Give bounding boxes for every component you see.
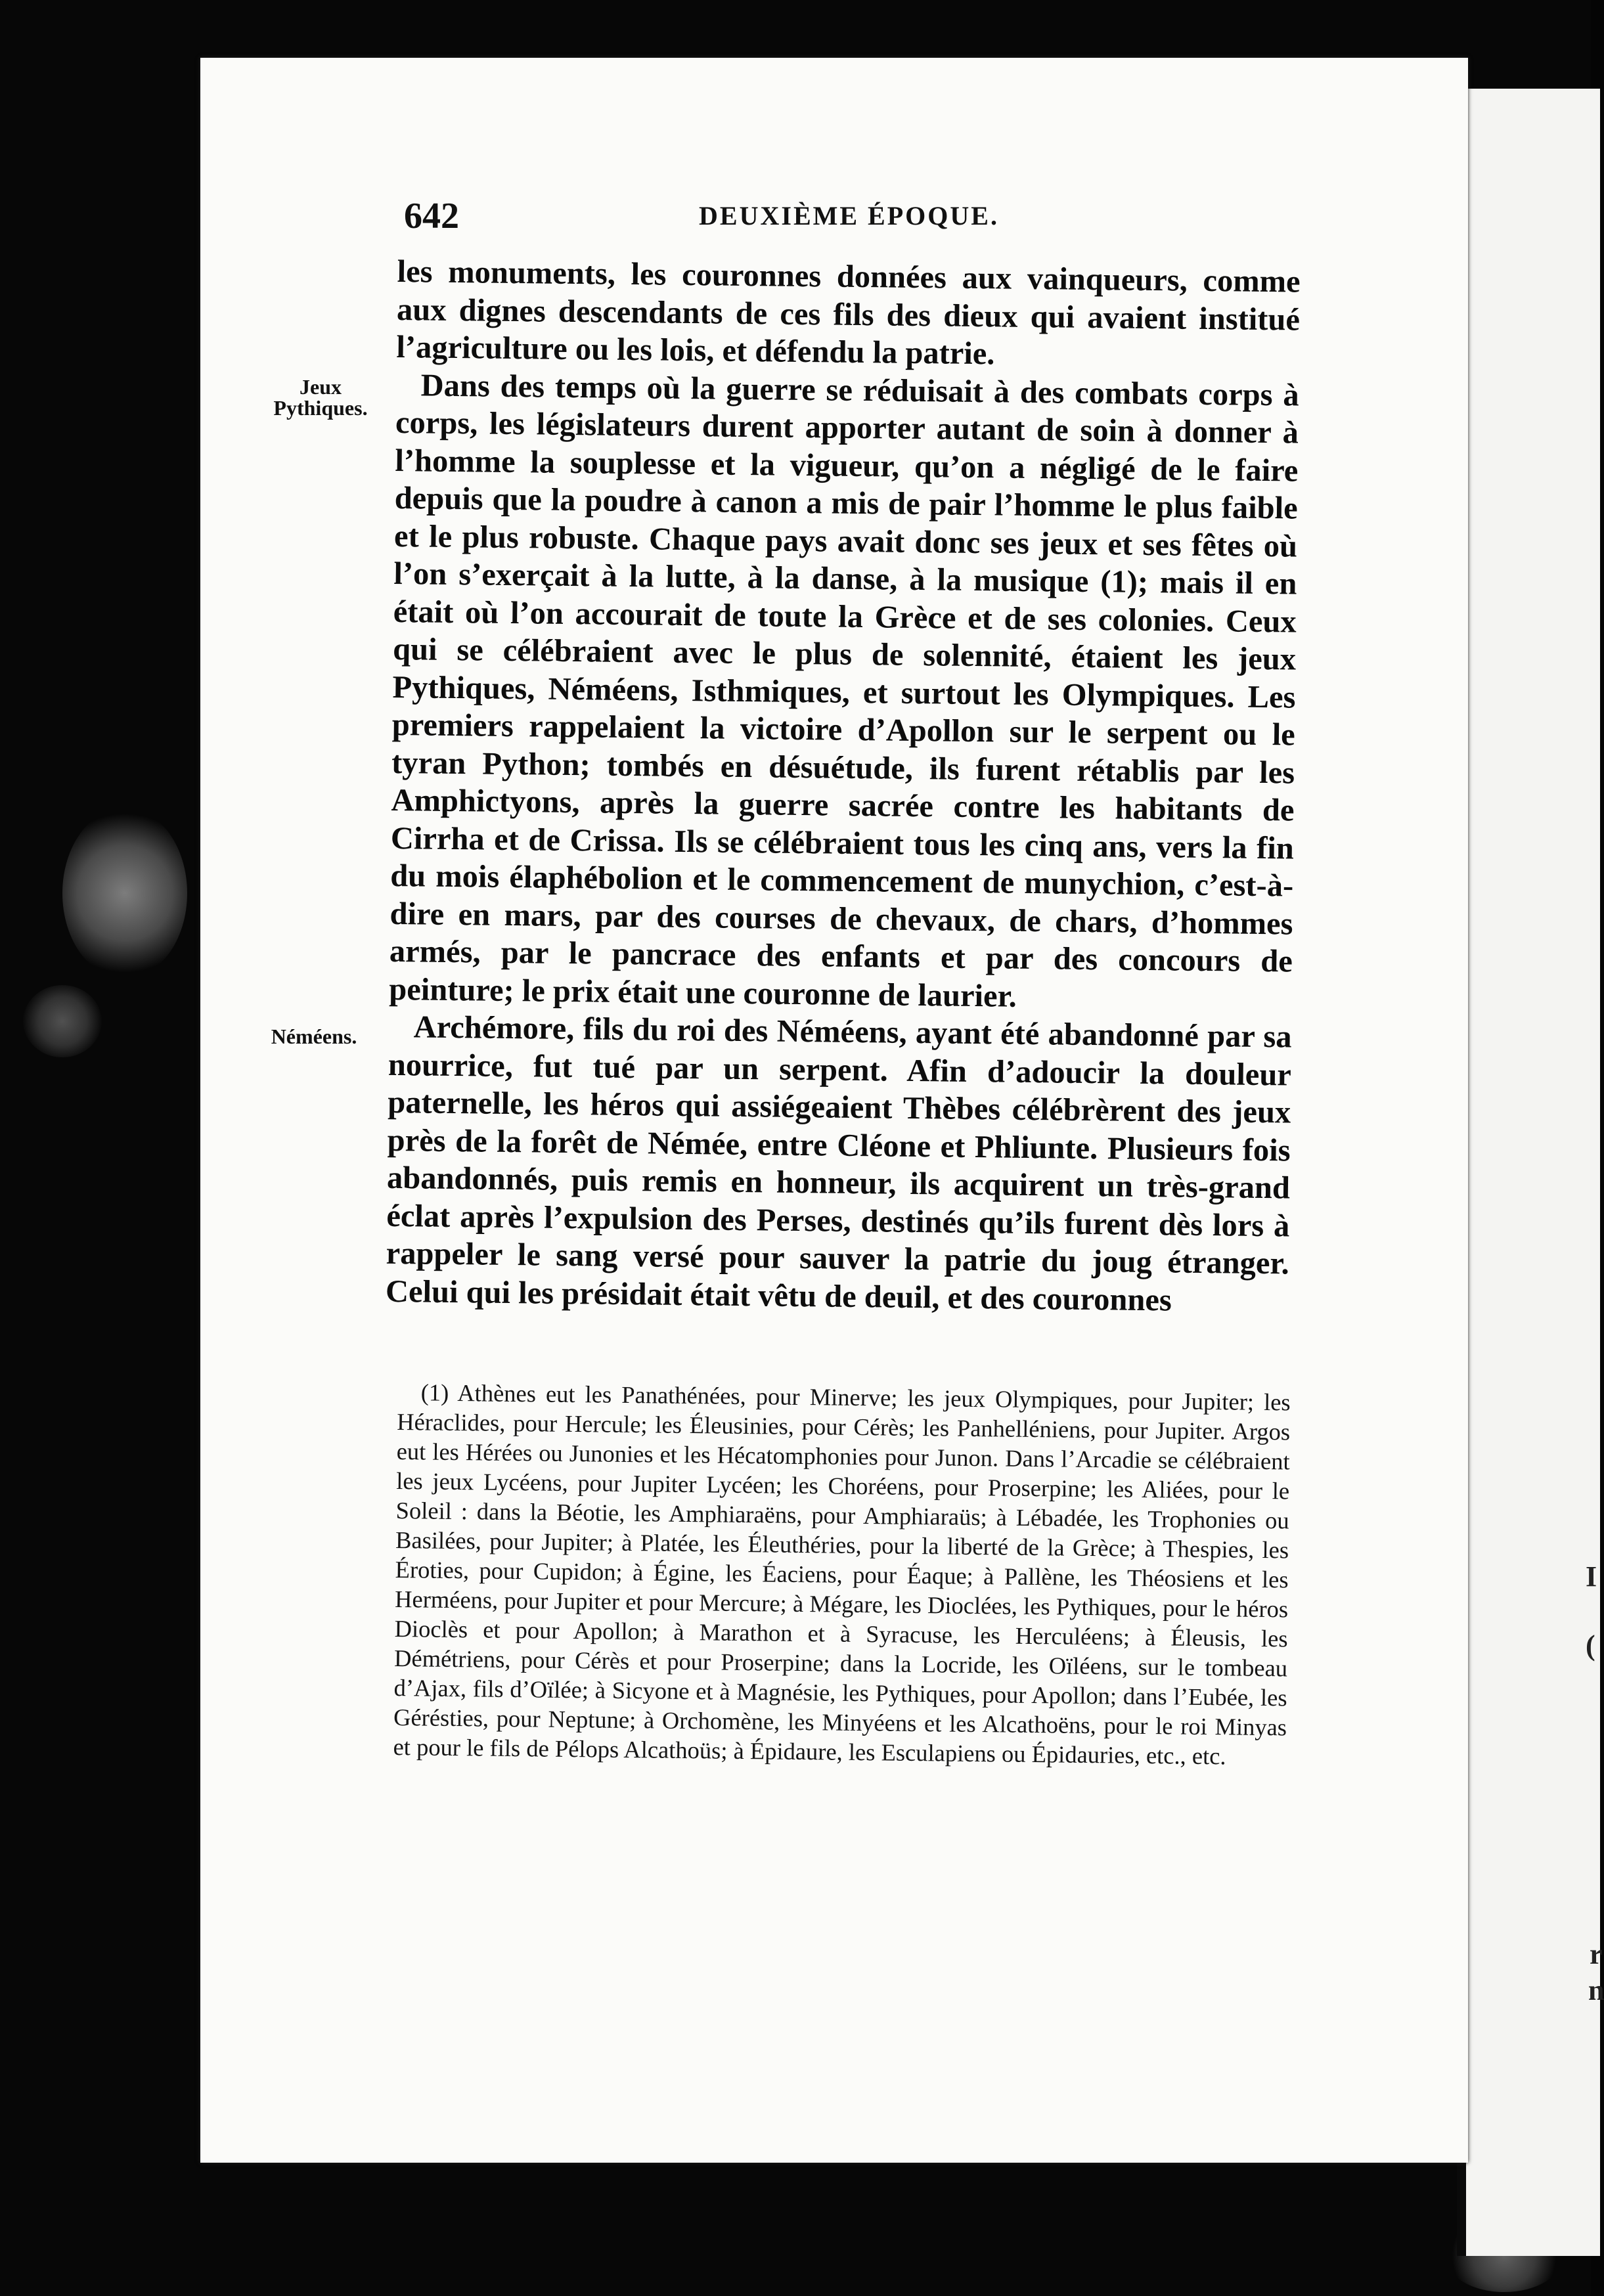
adjacent-page-strip bbox=[1457, 89, 1604, 2256]
body-paragraph: les monuments, les couronnes données aux vainqueurs, comme aux dignes descendants de ces fils des dieux qui avaient institué l’agriculture ou les lois, et défendu la patrie. bbox=[396, 254, 1301, 372]
page-header bbox=[404, 195, 1294, 241]
paper-stain bbox=[23, 985, 102, 1057]
paper-stain bbox=[62, 808, 187, 979]
running-title: DEUXIÈME ÉPOQUE. bbox=[699, 201, 999, 231]
margin-note-line: Jeux bbox=[300, 375, 342, 399]
footnote-text: (1) Athènes eut les Panathénées, pour Minerve; les jeux Olympiques, pour Jupiter; les Héraclides, pour Hercule; les Éleusinies, pour Cérès; les Panhelléniens, pour Jupiter. Argos eut les Hérées ou Junonies et les Hécatomphonies pour Junon. Dans l’Arcadie se célébraient les jeux Lycéens, pour Jupiter Lycéen; les Choréens, pour Proserpine; les Aliées, pour le Soleil : dans la Béotie, les Amphiaraëns, pour Amphiaraüs; à Lébadée, les Trophonies ou Basilées, pour Jupiter; à Platée, les Éleuthéries, pour la liberté de la Grèce; à Thespies, les Éroties, pour Cupidon; à Égine, les Éaciens, pour Éaque; à Pallène, les Théosiens et les Herméens, pour Jupiter et pour Mercure; à Mégare, les Dioclées, les Pythiques, pour le héros Dioclès et pour Apollon; à Marathon et à Syracuse, les Herculéens; à Éleusis, les Démétriens, pour Cérès et pour Proserpine; dans la Locride, les Oïléens, sur le tombeau d’Ajax, fils d’Oïlée; à Sicyone et à Magnésie, les Pythiques, pour Apollon; dans l’Eubée, les Gérésties, pour Neptune; à Orchomène, les Minyéens et les Alcathoëns, pour le roi Minyas et pour le fils de Pélops Alcathoüs; à Épidaure, les Esculapiens ou Épidauries, etc., etc. bbox=[393, 1379, 1291, 1770]
body-text bbox=[386, 253, 1301, 1320]
footnote bbox=[393, 1377, 1291, 1771]
margin-note-jeux-pythiques bbox=[261, 376, 380, 418]
margin-note-nemeens: Néméens. bbox=[271, 1025, 357, 1048]
adjacent-page-fragment: n bbox=[1588, 1974, 1604, 2006]
body-paragraph: Dans des temps où la guerre se réduisait à des combats corps à corps, les législateurs durent apporter autant de soin à donner à l’homme la souplesse et la vigueur, qu’on a négligé de le faire depuis que la poudre à canon a mis de pair l’homme le plus faible et le plus robuste. Chaque pays avait donc ses jeux et ses fêtes où l’on s’exerçait à la lutte, à la danse, à la musique (1); mais il en était où l’on accourait de toute la Grèce et de ses colonies. Ceux qui se célébraient avec le plus de solennité, étaient les jeux Pythiques, Néméens, Isthmiques, et surtout les Olympiques. Les premiers rappelaient la victoire d’Apollon sur le serpent ou le tyran Python; tombés en désuétude, ils furent rétablis par les Amphictyons, après la guerre sacrée contre les habitants de Cirrha et de Crissa. Ils se célébraient tous les cinq ans, vers la fin du mois élaphébolion et le commencement de munychion, c’est-à-dire en mars, par des courses de chevaux, de chars, d’hommes armés, par le pancrace des enfants et par des concours de peinture; le prix était une couronne de laurier. bbox=[388, 367, 1299, 1014]
body-paragraph: Archémore, fils du roi des Néméens, ayant été abandonné par sa nourrice, fut tué par un serpent. Afin d’adoucir la douleur paternelle, les héros qui assiégeaient Thèbes célébrèrent des jeux près de la forêt de Némée, entre Cléone et Phliunte. Plusieurs fois abandonnés, puis remis en honneur, ils acquirent un très-grand éclat après l’expulsion des Perses, destinés qu’ils furent dès lors à rappeler le sang versé pour sauver la patrie du joug étranger. Celui qui les présidait était vêtu de deuil, et des couronnes bbox=[385, 1009, 1292, 1317]
page-number: 642 bbox=[404, 196, 459, 236]
adjacent-page-fragment: I bbox=[1586, 1560, 1597, 1593]
margin-note-line: Pythiques. bbox=[273, 396, 368, 420]
adjacent-page-fragment: ( bbox=[1586, 1629, 1595, 1662]
adjacent-page-fragment: r bbox=[1590, 1938, 1603, 1970]
